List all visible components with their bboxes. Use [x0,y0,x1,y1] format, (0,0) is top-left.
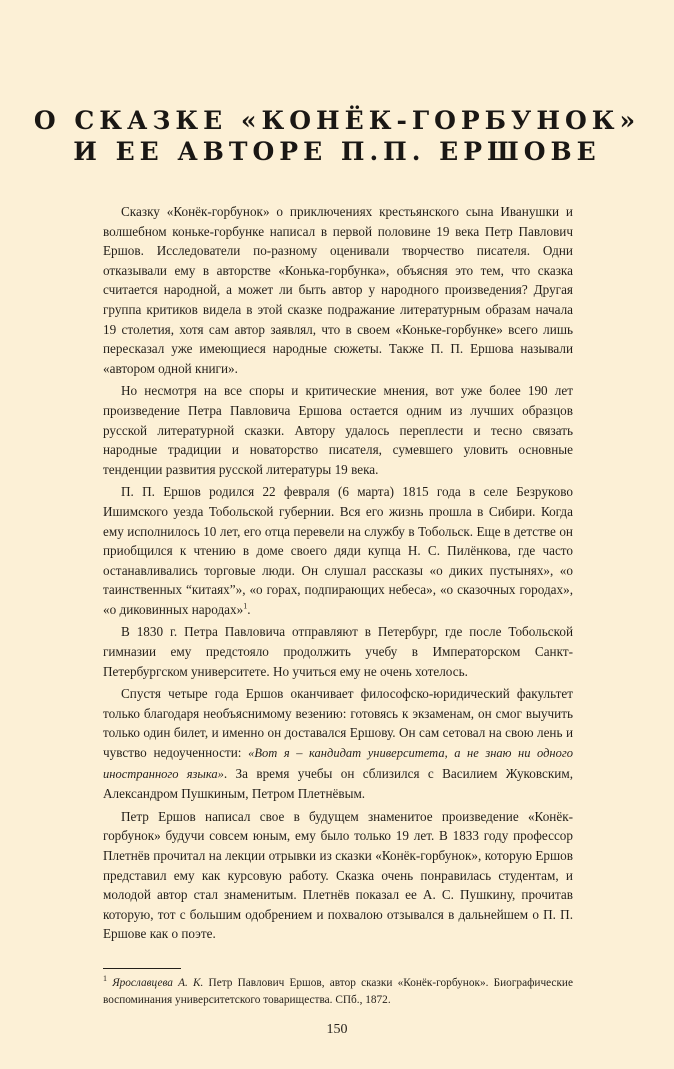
article-body [103,202,573,944]
footnote-author: Ярославцева А. К. [112,976,204,989]
paragraph: П. П. Ершов родился 22 февраля (6 марта) 1815 года в селе Безруково Ишимского уезда Тобольской губернии. Вся его жизнь прошла в Сибири. Когда ему исполнилось 10 лет, его отца перевели на службу в Тобольск. Еще в детстве он приобщился к чтению в доме своего дяди купца Н. С. Пилёнкова, где часто останавливались торговые люди. Он слушал рассказы «о диких пустынях», «о таинственных “китаях”», «о горах, подпирающих небеса», «о сказочных городах», «о диковинных народах»$^1$. [103,484,573,617]
paragraph: В 1830 г. Петра Павловича отправляют в Петербург, где после Тобольской гимназии ему предстояло продолжить учебу в Императорском Санкт-Петербургском университете. Но учиться ему не очень хотелось. [103,624,573,679]
paragraph: Петр Ершов написал свое в будущем знаменитое произведение «Конёк-горбунок» будучи совсем юным, ему было только 19 лет. В 1833 году профессор Плетнёв прочитал на лекции отрывки из сказки «Конёк-горбунок», которую Ершов представил ему как курсовую работу. Сказка очень понравилась студентам, и молодой автор стал знаменитым. Плетнёв показал ее А. С. Пушкину, прочитав которую, тот с большим одобрением и похвалою отзывался в дальнейшем о П. П. Ершове как о поэте. [103,808,573,942]
footnote [103,975,573,1009]
page-number: 150 [326,1021,348,1037]
quote: «Вот я – кандидат университета, а не знаю ни одного иностранного языка» [103,746,574,781]
paragraph: Сказку «Конёк-горбунок» о приключениях крестьянского сына Иванушки и волшебном коньке-горбунке написал в первой половине 19 века Петр Павлович Ершов. Исследователи по-разному оценивали творчество писателя. Одни отказывали ему в авторстве «Конька-горбунка», объясняя это тем, что сказка считается народной, а может ли быть автор у народного произведения? Другая группа критиков видела в этой сказке подражание литературным образам начала 19 столетия, хотя сам автор заявлял, что в своем «Коньке-горбунке» всего лишь пересказал уже имеющиеся народные сюжеты. Также П. П. Ершова называли «автором одной книги». [103,204,573,376]
title-line-1: О СКАЗКЕ «КОНЁК-ГОРБУНОК» [33,106,641,135]
page-title [0,105,674,167]
footnote-divider [103,968,181,969]
paragraph [103,684,573,804]
paragraph-text: Спустя четыре года Ершов оканчивает философско-юридический факультет только благодаря необъяснимому везению: готовясь к экзаменам, он смог выучить только один билет, и именно он доставался Ершову. Он сам сетовал на свою лень и чувство недоученности: [103,686,573,761]
footnote-reference[interactable]: 1 [243,601,248,611]
paragraph-text: . За время учебы он сблизился с Василием Жуковским, Александром Пушкиным, Петром Плетнёвым. [103,765,573,802]
title-line-2: И ЕЕ АВТОРЕ П.П. ЕРШОВЕ [73,137,601,166]
footnote-number: 1 [103,974,107,984]
paragraph: Но несмотря на все споры и критические мнения, вот уже более 190 лет произведение Петра Павловича Ершова остается одним из лучших образцов русской литературной сказки. Автору удалось переплести и тесно связать народные традиции и новаторство писателя, сумевшего уловить основные тенденции развития русской литературы 19 века. [103,383,573,477]
paragraph-text: П. П. Ершов родился 22 февраля (6 марта) 1815 года в селе Безруково Ишимского уезда Тобольской губернии. Вся его жизнь прошла в Сибири. Когда ему исполнилось 10 лет, его отца перевели на службу в Тобольск. Еще в детстве он приобщился к чтению в доме своего дяди купца Н. С. Пилёнкова, где часто останавливались торговые люди. Он слушал рассказы «о диких пустынях», «о таинственных “китаях”», «о горах, подпирающих небеса», «о сказочных городах», «о диковинных народах» [103,484,573,617]
footnote-text: Петр Павлович Ершов, автор сказки «Конёк-горбунок». Биографические воспоминания университетского товарищества. СПб., 1872. [103,976,573,1006]
